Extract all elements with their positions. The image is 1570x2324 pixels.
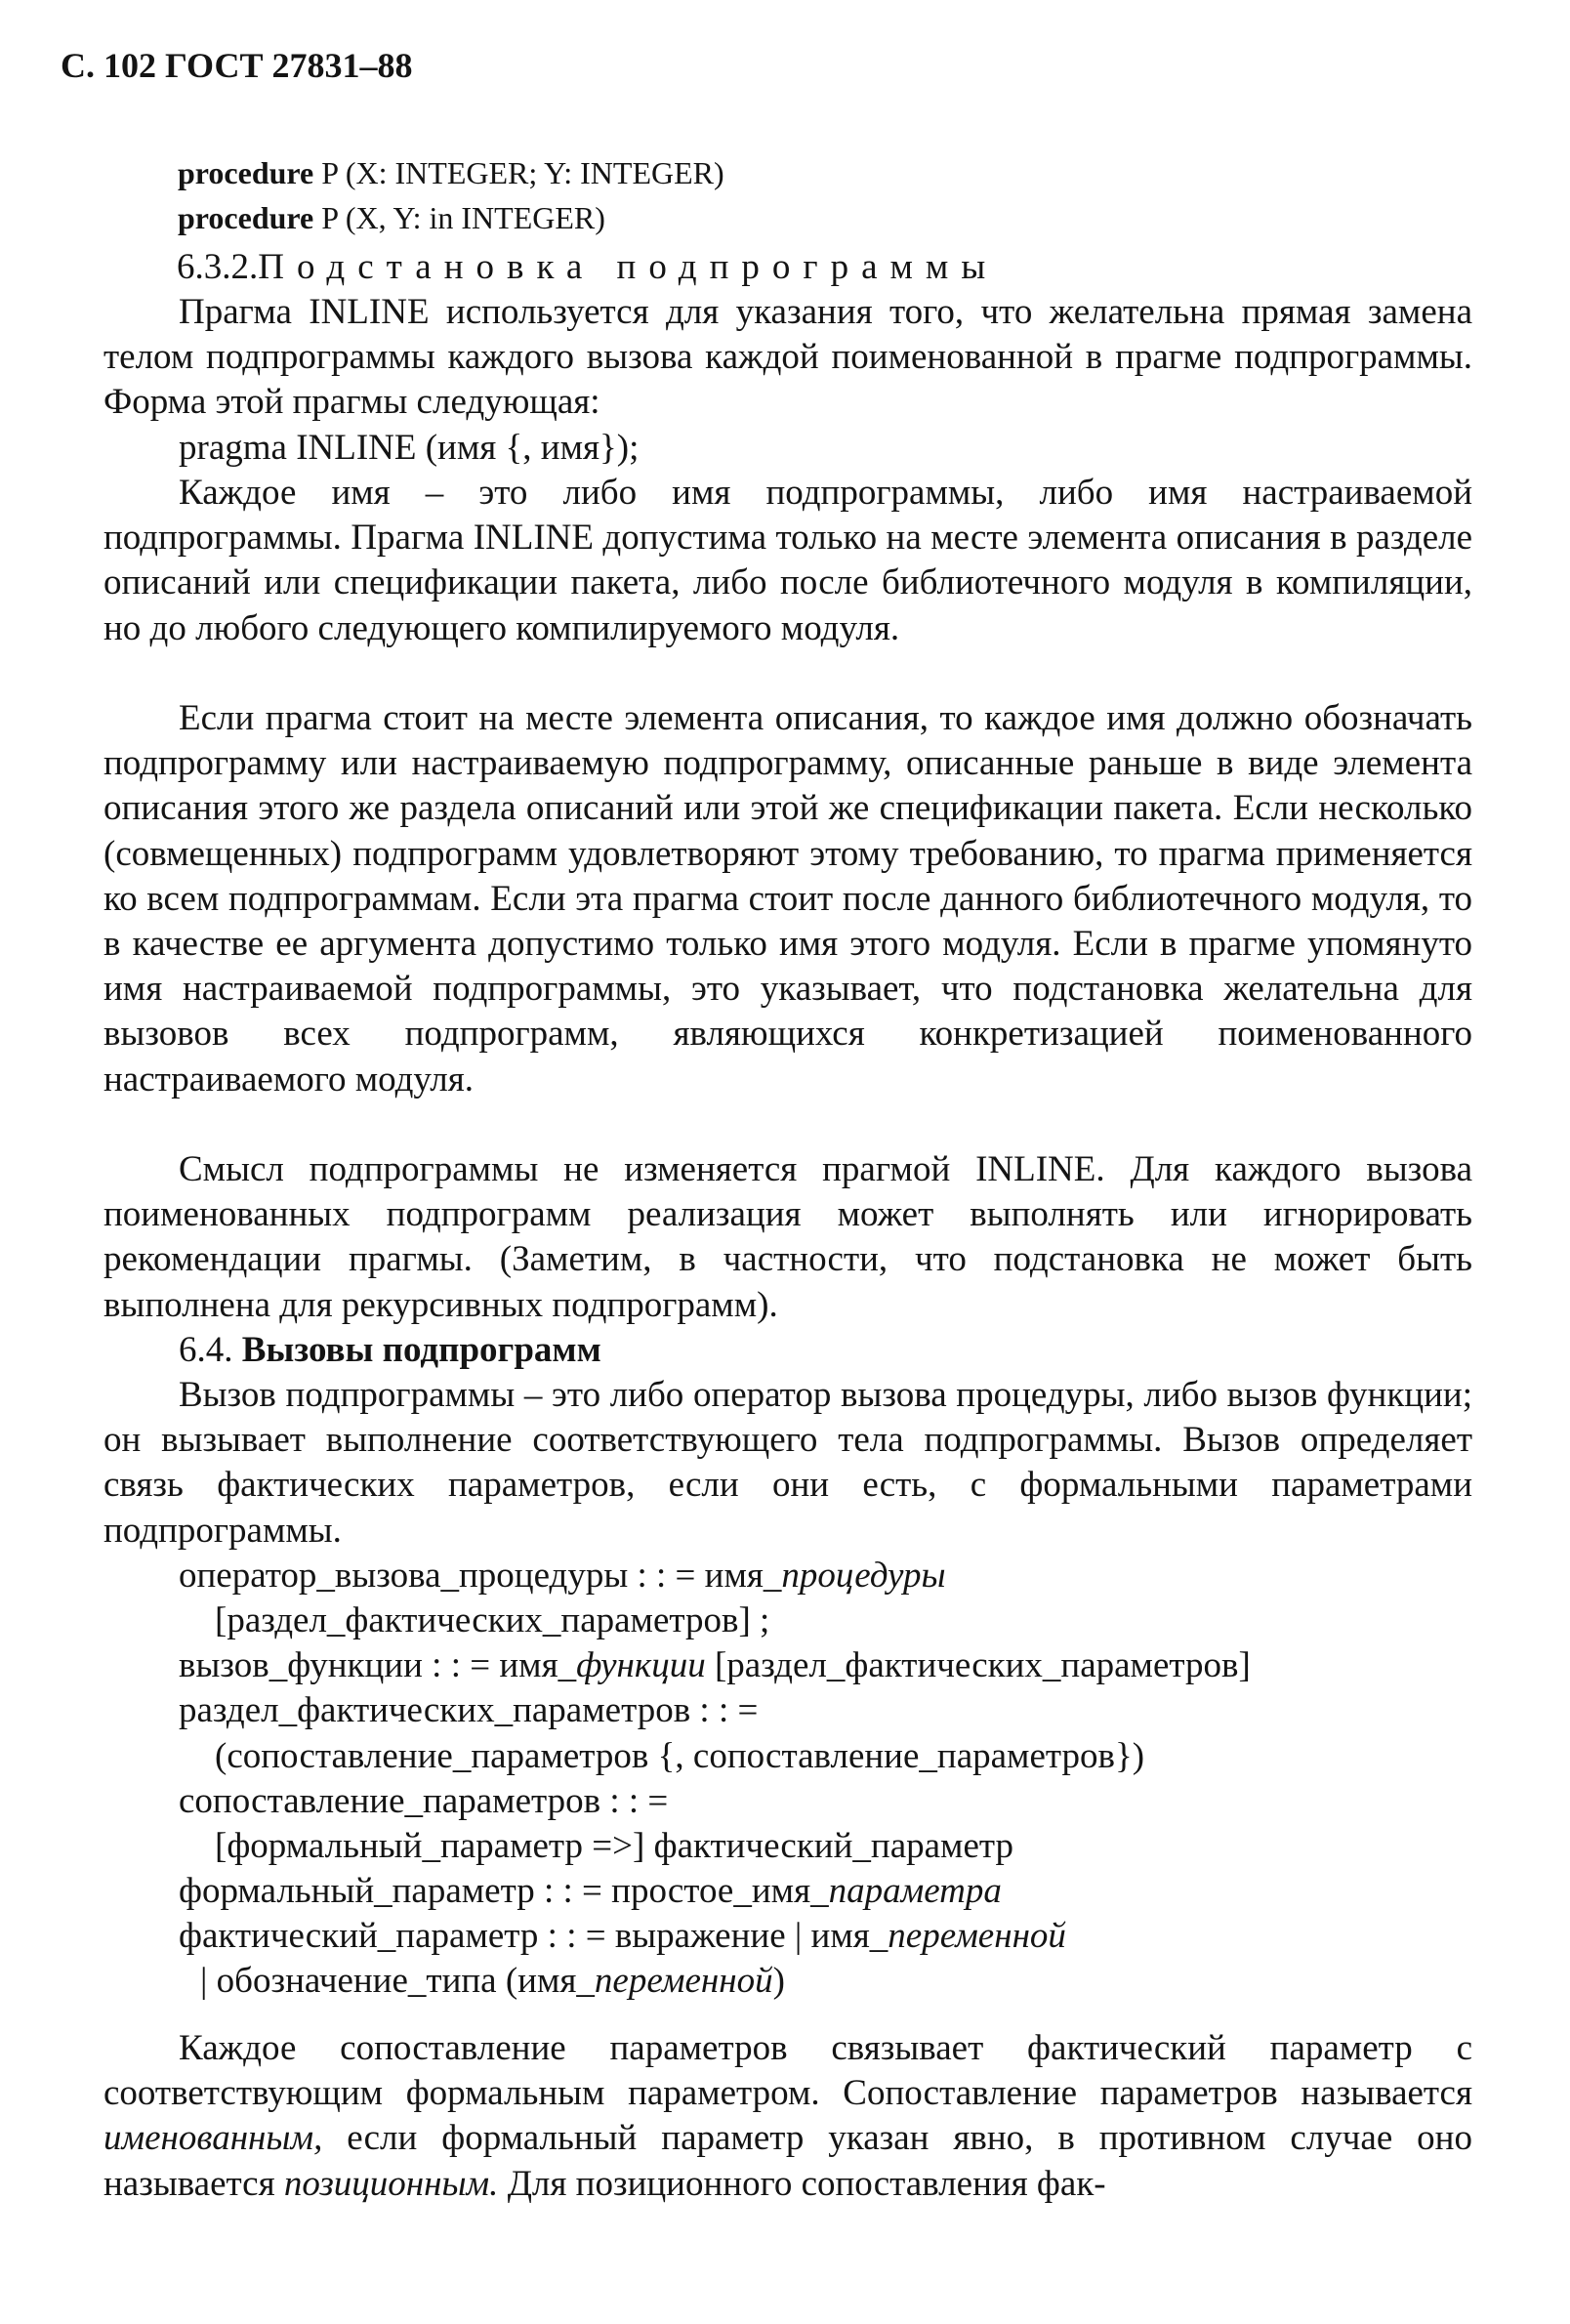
syntax-line: [215, 1734, 1144, 1779]
pragma-syntax: [179, 426, 1548, 471]
paragraph-4-block: [103, 1147, 1472, 1328]
paragraph: Прагма INLINE используется для указания того, что желательна прямая замена телом подпрограммы каждого вызова каждой поименованной в прагме подпрограммы. Форма этой прагмы следующая:: [103, 292, 1472, 423]
paragraph-2-block: [103, 471, 1472, 651]
paragraph-1-block: [103, 290, 1472, 426]
syntax-italic: _переменной: [576, 1961, 773, 2001]
paragraph: [103, 2026, 1472, 2207]
syntax-text: формальный_параметр : : = простое_имя: [179, 1871, 811, 1911]
procedure-signature: P (X: INTEGER; Y: INTEGER): [313, 155, 724, 190]
syntax-text: оператор_вызова_процедуры : : = имя: [179, 1556, 764, 1596]
syntax-italic: _параметра: [810, 1871, 1002, 1911]
syntax-text: ): [772, 1961, 785, 2001]
syntax-line: [179, 1643, 1251, 1688]
section-number: 6.4.: [179, 1330, 233, 1370]
syntax-line: [179, 1688, 758, 1733]
paragraph: Каждое имя – это либо имя подпрограммы, либо имя настраиваемой подпрограммы. Прагма INLINE допустима только на месте элемента описания в разделе описаний или спецификации пакета, либо после библиотечного модуля в компиляции, но до любого следующего компилируемого модуля.: [103, 473, 1472, 648]
syntax-line: [179, 1869, 1002, 1914]
syntax-italic: _процедуры: [763, 1556, 946, 1596]
section-heading-6-4: [179, 1328, 1548, 1373]
paragraph-6-block: [103, 2026, 1472, 2207]
syntax-text: [формальный_параметр =>] фактический_параметр: [215, 1826, 1014, 1866]
syntax-line: [179, 1779, 668, 1824]
pragma-syntax-block: [179, 426, 1548, 471]
syntax-text: [раздел_фактических_параметров] ;: [215, 1600, 770, 1640]
paragraph: Если прагма стоит на месте элемента описания, то каждое имя должно обозначать подпрограмму или настраиваемую подпрограмму, описанные раньше в виде элемента описания этого же раздела описаний или этой же спецификации пакета. Если несколько (совмещенных) подпрограмм удовлетворяют этому требованию, то прагма применяется ко всем подпрограммам. Если эта прагма стоит после данного библиотечного модуля, то в качестве ее аргумента допустимо только имя этого модуля. Если в прагме упомянуто имя настраиваемой подпрограммы, это указывает, что подстановка желательна для вызовов всех подпрограмм, являющихся конкретизацией поименованного настраиваемого модуля.: [103, 698, 1472, 1100]
syntax-line: [215, 1824, 1013, 1869]
section-heading-6-3-2: [177, 245, 998, 290]
syntax-text: [раздел_фактических_параметров]: [705, 1645, 1251, 1685]
procedure-keyword: procedure: [178, 155, 314, 190]
paragraph-text: если формальный параметр указан явно, в противном случае оно называется: [103, 2118, 1472, 2204]
page-header: С. 102 ГОСТ 27831–88: [61, 46, 413, 85]
term-italic: позиционным.: [283, 2163, 499, 2204]
syntax-text: вызов_функции : : = имя: [179, 1645, 558, 1685]
syntax-text: | обозначение_типа (имя: [200, 1961, 577, 2001]
syntax-line: [215, 1598, 769, 1643]
section-number: 6.3.2.: [177, 247, 259, 287]
paragraph-text: Для позиционного сопоставления фак-: [498, 2163, 1106, 2204]
paragraph-5-block: [103, 1373, 1472, 1554]
procedure-signature: P (X, Y: in INTEGER): [313, 200, 605, 235]
paragraph: Смысл подпрограммы не изменяется прагмой INLINE. Для каждого вызова поименованных подпрограмм реализация может выполнять или игнорировать рекомендации прагмы. (Заметим, в частности, что подстановка не может быть выполнена для рекурсивных подпрограмм).: [103, 1149, 1472, 1325]
procedure-line: [178, 195, 724, 240]
syntax-line: [179, 1914, 1066, 1959]
section-title: Вызовы подпрограмм: [241, 1330, 601, 1370]
syntax-text: раздел_фактических_параметров : : =: [179, 1690, 759, 1730]
procedure-keyword: procedure: [178, 200, 314, 235]
syntax-line: [200, 1959, 785, 2004]
syntax-text: (сопоставление_параметров {, сопоставление_параметров}): [215, 1736, 1145, 1776]
section-title: Подстановка подпрограммы: [258, 247, 999, 287]
pragma-keyword: pragma: [179, 428, 287, 468]
paragraph: Вызов подпрограммы – это либо оператор вызова процедуры, либо вызов функции; он вызывает выполнение соответствующего тела подпрограммы. Вызов определяет связь фактических параметров, если они есть, с формальными параметрами подпрограммы.: [103, 1375, 1472, 1551]
syntax-text: фактический_параметр : : = выражение | имя: [179, 1916, 870, 1956]
term-italic: именованным,: [103, 2118, 323, 2159]
syntax-text: сопоставление_параметров : : =: [179, 1781, 669, 1821]
procedure-examples: [178, 150, 724, 240]
syntax-line: [179, 1554, 946, 1598]
procedure-line: [178, 150, 724, 195]
paragraph-text: Каждое сопоставление параметров связывает фактический параметр с соответствующим формальным параметром. Сопоставление параметров называется: [103, 2028, 1472, 2114]
paragraph-3-block: [103, 696, 1472, 1102]
pragma-rest: INLINE (имя {, имя});: [286, 428, 640, 468]
syntax-italic: _переменной: [869, 1916, 1066, 1956]
syntax-italic: _функции: [558, 1645, 706, 1685]
